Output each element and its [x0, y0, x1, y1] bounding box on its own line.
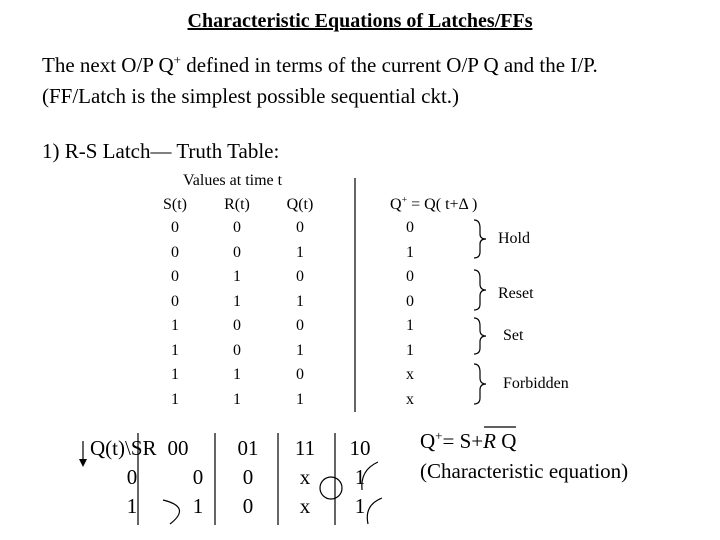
header-q-next-a: Q — [390, 196, 402, 213]
intro-line-2: (FF/Latch is the simplest possible sequential ckt.) — [42, 84, 460, 108]
header-q-next-sup: + — [401, 194, 408, 206]
group-label-hold: Hold — [498, 230, 530, 247]
truth-table-cell: 0 — [296, 219, 304, 236]
equation-note: (Characteristic equation) — [420, 459, 629, 483]
hold-brace — [474, 220, 486, 258]
truth-table-cell: 0 — [233, 341, 241, 359]
set-brace — [474, 318, 486, 354]
kmap-cell: 0 — [242, 494, 254, 518]
truth-table-cell: 1 — [296, 243, 304, 261]
truth-table-cell: 0 — [296, 366, 304, 383]
truth-table-cell: 0 — [296, 268, 304, 285]
truth-table-cell: 1 — [171, 341, 179, 359]
truth-table-cell: 0 — [171, 268, 179, 285]
kmap-column-header: 11 — [294, 436, 316, 460]
truth-table-cell: 1 — [296, 390, 304, 408]
kmap-cell: 0 — [242, 465, 254, 489]
truth-table-cell: 0 — [406, 268, 414, 285]
truth-table-caption: Values at time t — [183, 172, 283, 189]
truth-table-cell: 0 — [171, 219, 179, 236]
truth-table-cell: 1 — [233, 366, 241, 383]
kmap-cell: 1 — [354, 465, 366, 489]
eq-lhs: Q — [420, 429, 436, 453]
kmap-row-label: 0 — [126, 465, 138, 489]
truth-table-cell: 1 — [171, 390, 179, 408]
section-heading: 1) R-S Latch— Truth Table: — [42, 139, 280, 163]
kmap-column-header: 01 — [237, 436, 259, 460]
truth-table-cell: 1 — [406, 317, 414, 334]
intro-text-b: defined in terms of the current O/P Q and the I/P. — [180, 53, 598, 77]
kmap-arrow-head — [79, 459, 87, 467]
kmap-row-label: 1 — [126, 494, 138, 518]
header-s: S(t) — [163, 196, 187, 213]
truth-table-cell: 0 — [233, 219, 241, 236]
truth-table-cell: 1 — [233, 292, 241, 310]
kmap-cell: x — [299, 465, 311, 489]
group-label-set: Set — [503, 327, 524, 344]
intro-text-a: The next O/P Q — [42, 53, 174, 77]
truth-table-cell: 1 — [296, 341, 304, 359]
truth-table-cell: x — [406, 390, 414, 408]
page-title: Characteristic Equations of Latches/FFs — [187, 10, 533, 32]
characteristic-equation — [420, 429, 516, 454]
truth-table-cell: 1 — [406, 341, 414, 359]
intro-sup: + — [173, 52, 181, 67]
group-label-forbidden: Forbidden — [503, 375, 569, 392]
kmap-cell: 0 — [192, 465, 204, 489]
kmap-cell: 1 — [192, 494, 204, 518]
eq-rest: Q — [495, 429, 517, 453]
truth-table-cell: 1 — [171, 366, 179, 383]
forbidden-brace — [474, 364, 486, 404]
eq-mid: = S+ — [442, 429, 484, 453]
reset-brace — [474, 270, 486, 310]
truth-table-cell: x — [406, 366, 414, 383]
eq-r-bar: R — [483, 429, 496, 453]
truth-table-cell: 1 — [406, 243, 414, 261]
truth-table-cell: 0 — [171, 243, 179, 261]
kmap-cell: x — [299, 494, 311, 518]
kmap-column-header: 10 — [349, 436, 371, 460]
truth-table-cell: 0 — [406, 292, 414, 310]
truth-table-cell: 0 — [296, 317, 304, 334]
kmap-column-header: 00 — [167, 436, 189, 460]
group-label-reset: Reset — [498, 285, 534, 302]
header-q-next-b: = Q( t+Δ ) — [407, 196, 478, 213]
header-q: Q(t) — [286, 196, 314, 213]
truth-table-cell: 1 — [296, 292, 304, 310]
truth-table-cell: 0 — [233, 243, 241, 261]
truth-table-cell: 0 — [233, 317, 241, 334]
truth-table-cell: 0 — [406, 219, 414, 236]
kmap-corner: Q(t)\SR — [90, 436, 157, 460]
header-r: R(t) — [224, 196, 250, 213]
eq-sup: + — [435, 428, 443, 443]
group-braces — [474, 220, 486, 404]
truth-table-cell: 1 — [233, 390, 241, 408]
kmap-cell: 1 — [354, 494, 366, 518]
truth-table-cell: 1 — [171, 317, 179, 334]
truth-table-cell: 0 — [171, 292, 179, 310]
truth-table-cell: 1 — [233, 268, 241, 285]
